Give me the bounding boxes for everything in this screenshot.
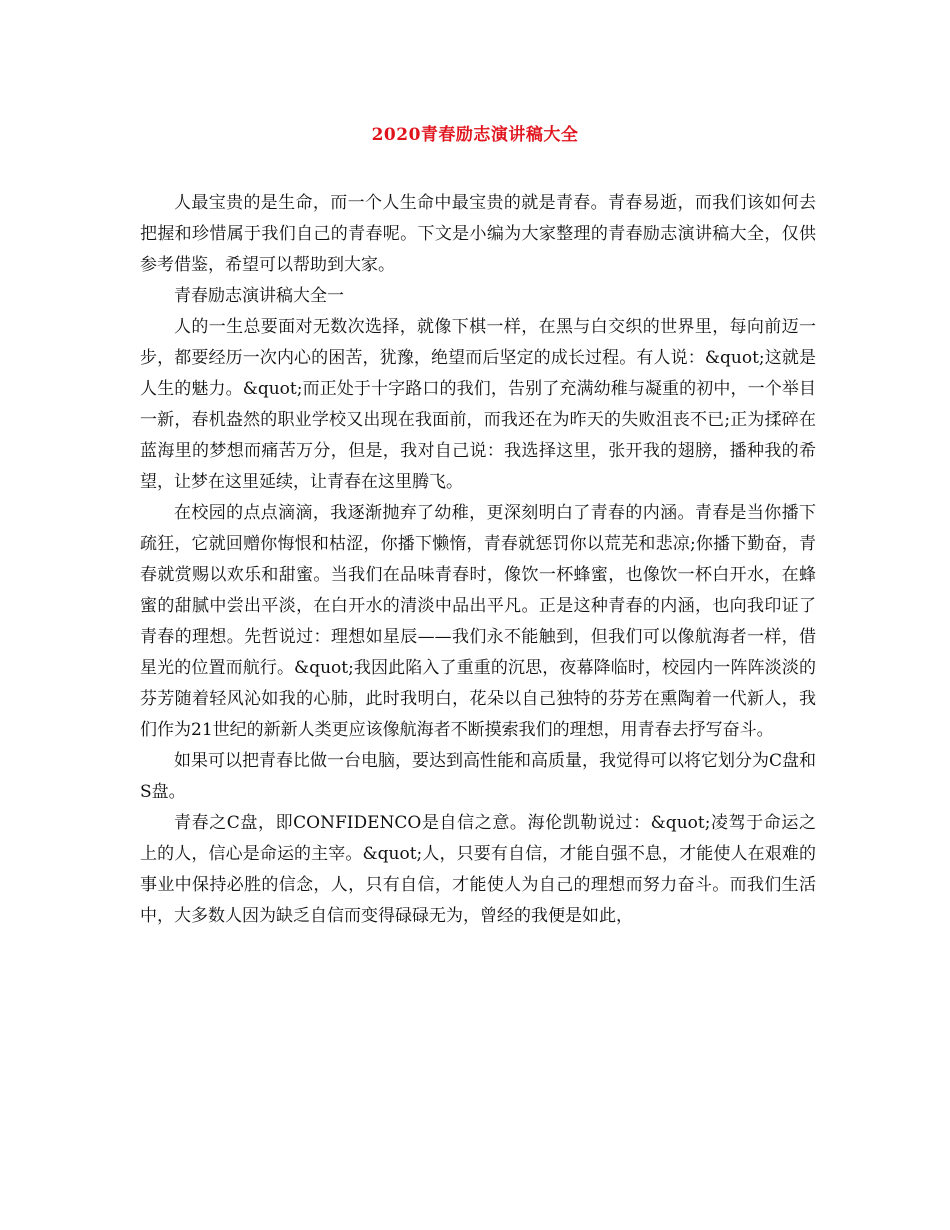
body-paragraph: 在校园的点点滴滴，我逐渐抛弃了幼稚，更深刻明白了青春的内涵。青春是当你播下疏狂，它就回赠你悔恨和枯涩，你播下懒惰，青春就惩罚你以荒芜和悲凉;你播下勤奋，青春就赏赐以欢乐和甜蜜。当我们在品味青春时，像饮一杯蜂蜜，也像饮一杯白开水，在蜂蜜的甜腻中尝出平淡，在白开水的清淡中品出平凡。正是这种青春的内涵，也向我印证了青春的理想。先哲说过：理想如星辰——我们永不能触到，但我们可以像航海者一样，借星光的位置而航行。&quot;我因此陷入了重重的沉思，夜幕降临时，校园内一阵阵淡淡的芬芳随着轻风沁如我的心肺，此时我明白，花朵以自己独特的芬芳在熏陶着一代新人，我们作为21世纪的新新人类更应该像航海者不断摸索我们的理想，用青春去抒写奋斗。: [140, 503, 816, 740]
document-body: [140, 188, 816, 932]
intro-paragraph: 人最宝贵的是生命，而一个人生命中最宝贵的就是青春。青春易逝，而我们该如何去把握和珍惜属于我们自己的青春呢。下文是小编为大家整理的青春励志演讲稿大全，仅供参考借鉴，希望可以帮助到大家。: [140, 193, 816, 275]
body-paragraph: 人的一生总要面对无数次选择，就像下棋一样，在黑与白交织的世界里，每向前迈一步，都要经历一次内心的困苦，犹豫，绝望而后坚定的成长过程。有人说：&quot;这就是人生的魅力。&quot;而正处于十字路口的我们，告别了充满幼稚与凝重的初中，一个举目一新，春机盎然的职业学校又出现在我面前，而我还在为昨天的失败沮丧不已;正为揉碎在蓝海里的梦想而痛苦万分，但是，我对自己说：我选择这里，张开我的翅膀，播种我的希望，让梦在这里延续，让青春在这里腾飞。: [140, 317, 816, 492]
section-heading: 青春励志演讲稿大全一: [174, 286, 344, 306]
document-title: 2020青春励志演讲稿大全: [371, 125, 579, 145]
body-paragraph: 如果可以把青春比做一台电脑，要达到高性能和高质量，我觉得可以将它划分为C盘和S盘。: [140, 751, 817, 802]
body-paragraph: 青春之C盘，即CONFIDENCO是自信之意。海伦凯勒说过：&quot;凌驾于命运之上的人，信心是命运的主宰。&quot;人，只要有自信，才能自强不息，才能使人在艰难的事业中保持必胜的信念，人，只有自信，才能使人为自己的理想而努力奋斗。而我们生活中，大多数人因为缺乏自信而变得碌碌无为，曾经的我便是如此，: [140, 813, 816, 926]
